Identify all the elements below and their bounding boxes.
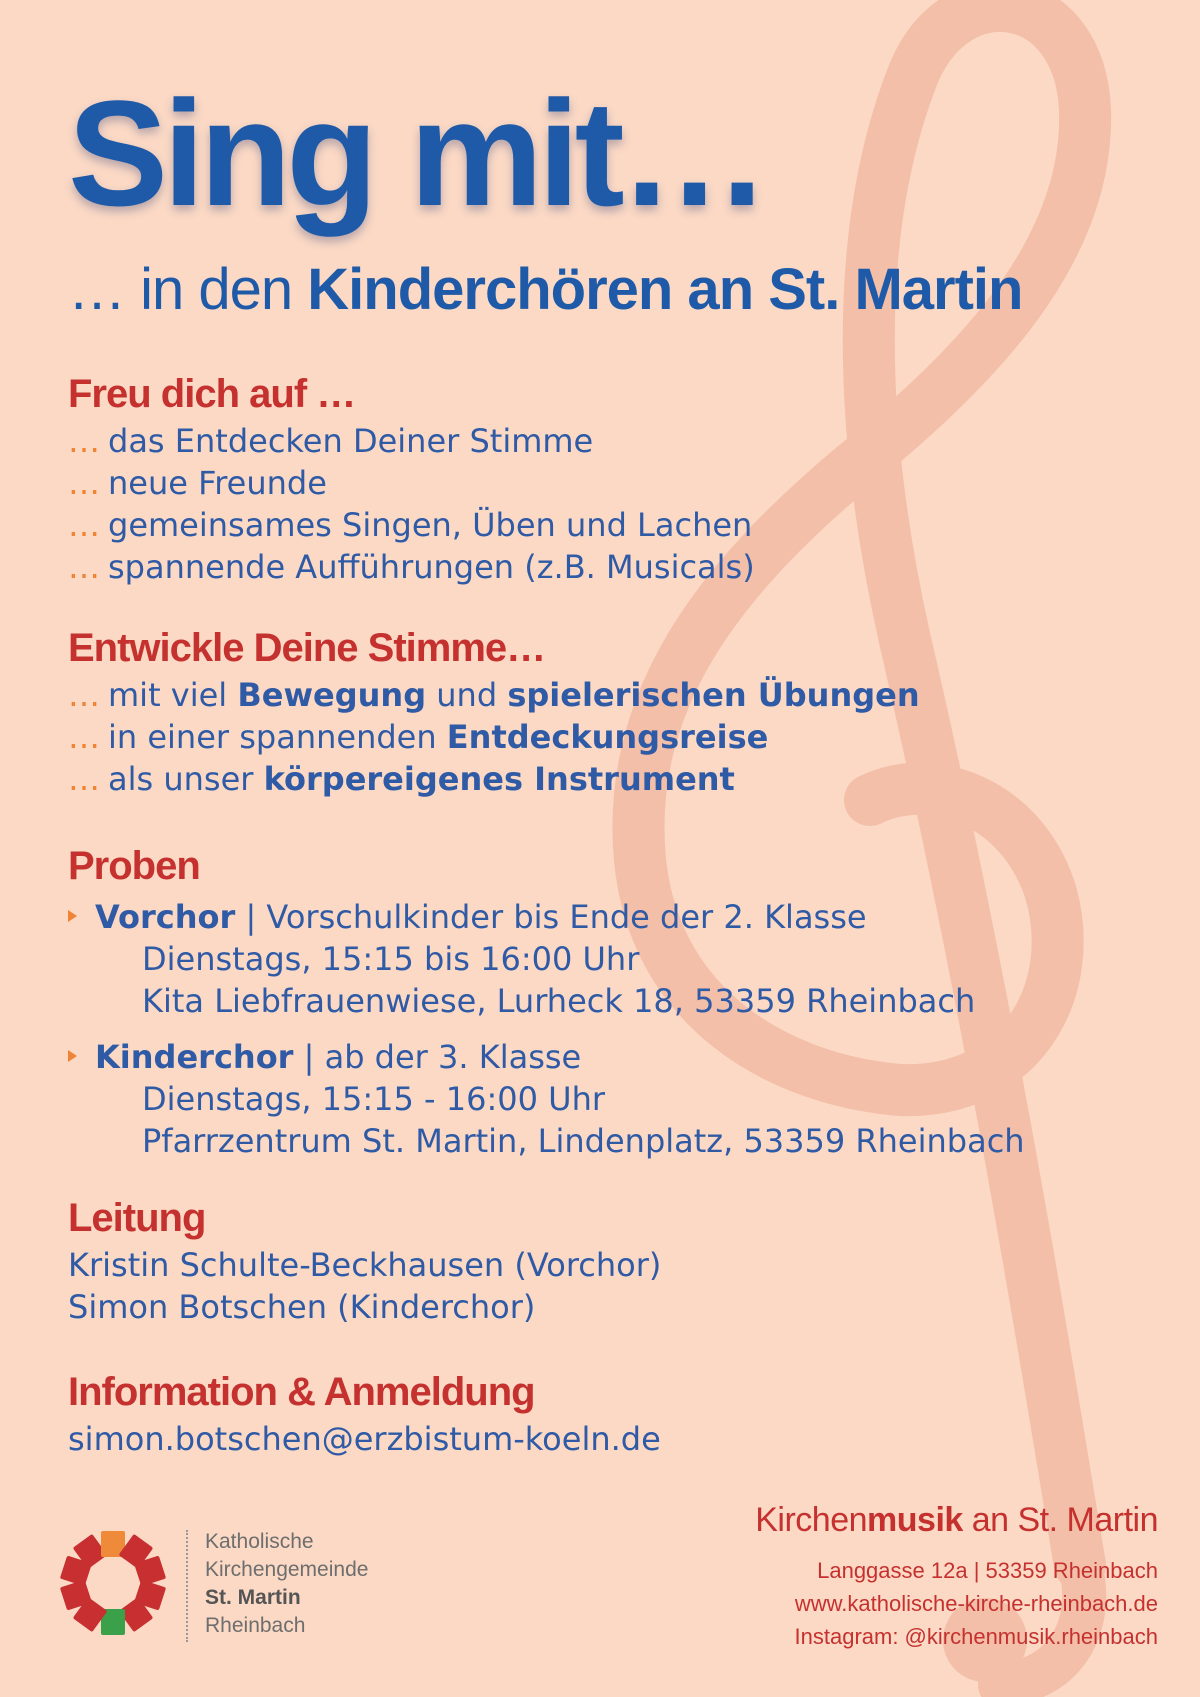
list-item: … spannende Aufführungen (z.B. Musicals) — [68, 548, 755, 586]
list-item: … neue Freunde — [68, 464, 327, 502]
section-heading: Freu dich auf … — [68, 372, 356, 416]
list-item: … das Entdecken Deiner Stimme — [68, 422, 594, 460]
footer-address: Langgasse 12a | 53359 Rheinbach — [817, 1558, 1158, 1583]
logo-divider — [186, 1530, 188, 1642]
subtitle-prefix: … in den — [68, 257, 308, 322]
subtitle-bold: Kinderchören an St. Martin — [307, 257, 1023, 322]
list-item: … mit viel Bewegung und spielerischen Übungen — [68, 676, 920, 714]
section-heading: Entwickle Deine Stimme… — [68, 626, 546, 670]
probe-place: Pfarrzentrum St. Martin, Lindenplatz, 53359 Rheinbach — [142, 1122, 1025, 1160]
logo-text: Katholische Kirchengemeinde St. Martin Rheinbach — [205, 1530, 369, 1637]
bullet-triangle-icon — [68, 910, 77, 922]
footer-website-link[interactable]: www.katholische-kirche-rheinbach.de — [794, 1591, 1158, 1616]
list-item: … gemeinsames Singen, Üben und Lachen — [68, 506, 753, 544]
contact-email[interactable]: simon.botschen@erzbistum-koeln.de — [68, 1420, 661, 1458]
poster-title: Sing mit… — [68, 69, 765, 237]
section-proben — [68, 844, 1025, 1162]
footer-instagram-link[interactable]: Instagram: @kirchenmusik.rheinbach — [794, 1624, 1158, 1649]
section-heading: Information & Anmeldung — [68, 1370, 535, 1414]
section-entwickle — [68, 626, 920, 800]
probe-vorchor: Vorchor | Vorschulkinder bis Ende der 2. Klasse Dienstags, 15:15 bis 16:00 Uhr Kita Liebfrauenwiese, Lurheck 18, 53359 Rheinbach — [68, 896, 1025, 1022]
probe-kinderchor: Kinderchor | ab der 3. Klasse Dienstags, 15:15 - 16:00 Uhr Pfarrzentrum St. Martin, Lindenplatz, 53359 Rheinbach — [68, 1036, 1025, 1162]
poster-subtitle — [68, 258, 1022, 322]
probe-time: Dienstags, 15:15 bis 16:00 Uhr — [142, 940, 640, 978]
leitung-line: Kristin Schulte-Beckhausen (Vorchor) — [68, 1246, 662, 1284]
section-leitung — [68, 1196, 661, 1328]
leitung-line: Simon Botschen (Kinderchor) — [68, 1288, 536, 1326]
section-heading: Leitung — [68, 1196, 206, 1240]
bullet-triangle-icon — [68, 1050, 77, 1062]
parish-logo-icon — [58, 1528, 168, 1638]
list-item: … als unser körpereigenes Instrument — [68, 760, 735, 798]
probe-time: Dienstags, 15:15 - 16:00 Uhr — [142, 1080, 606, 1118]
section-freu — [68, 372, 755, 588]
list-item: … in einer spannenden Entdeckungsreise — [68, 718, 769, 756]
footer-brand: Kirchenmusik an St. Martin — [755, 1501, 1158, 1539]
probe-place: Kita Liebfrauenwiese, Lurheck 18, 53359 Rheinbach — [142, 982, 976, 1020]
footer — [755, 1500, 1158, 1653]
section-heading: Proben — [68, 844, 200, 888]
section-info — [68, 1370, 661, 1460]
